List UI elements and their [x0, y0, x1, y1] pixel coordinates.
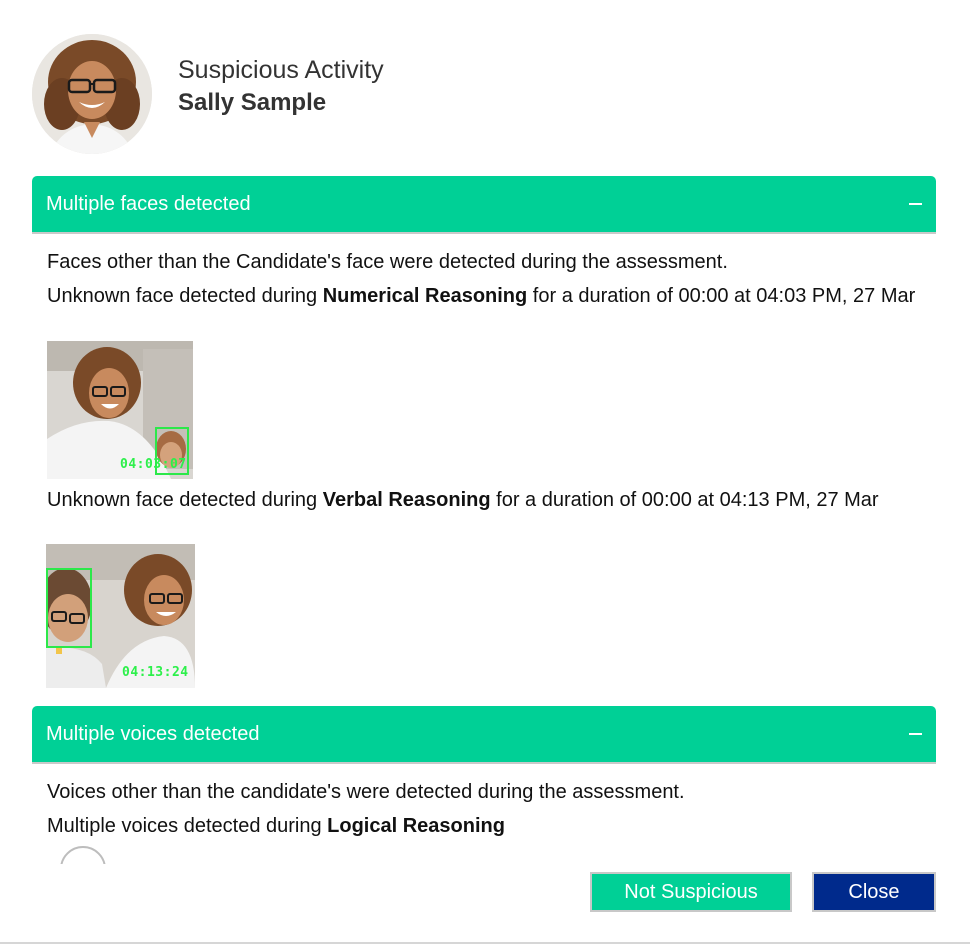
avatar-photo — [32, 34, 152, 154]
dialog-header — [32, 34, 384, 154]
faces-collapse-icon[interactable] — [904, 188, 930, 218]
voices-section-title: Multiple voices detected — [46, 723, 260, 745]
voices-section-header[interactable] — [32, 706, 936, 764]
audio-player-icon[interactable] — [60, 846, 106, 892]
voices-collapse-icon[interactable] — [904, 718, 930, 748]
face-event-2 — [47, 489, 927, 511]
faces-section-title: Multiple faces detected — [46, 193, 251, 215]
face-event-1-suffix: for a duration of 00:00 at 04:03 PM, 27 Mar — [527, 285, 916, 307]
voice-event-1 — [47, 815, 927, 837]
face-event-2-test: Verbal Reasoning — [322, 489, 491, 511]
not-suspicious-button[interactable]: Not Suspicious — [590, 872, 792, 912]
face-event-2-suffix: for a duration of 00:00 at 04:13 PM, 27 Mar — [490, 489, 879, 511]
dialog-bottom-divider — [0, 942, 970, 944]
candidate-avatar — [32, 34, 152, 154]
candidate-name: Sally Sample — [178, 89, 327, 116]
face-event-1-prefix: Unknown face detected during — [47, 285, 323, 307]
voice-event-1-prefix: Multiple voices detected during — [47, 815, 328, 837]
faces-description: Faces other than the Candidate's face were detected during the assessment. — [47, 251, 728, 273]
faces-section-header[interactable] — [32, 176, 936, 234]
face-event-1-test: Numerical Reasoning — [322, 285, 528, 307]
face-snapshot-1[interactable] — [47, 341, 193, 479]
face-event-2-prefix: Unknown face detected during — [47, 489, 323, 511]
face-snapshot-2[interactable] — [46, 544, 195, 688]
header-text — [178, 55, 384, 119]
dialog-title: Suspicious Activity — [178, 56, 384, 84]
voices-description: Voices other than the candidate's were detected during the assessment. — [47, 781, 685, 803]
face-detection-box-2 — [46, 568, 92, 648]
close-button[interactable]: Close — [812, 872, 936, 912]
snapshot-2-timestamp: 04:13:24 — [122, 665, 189, 680]
snapshot-1-timestamp: 04:03:07 — [120, 457, 187, 472]
face-event-1 — [47, 285, 927, 307]
voice-event-1-test: Logical Reasoning — [327, 815, 505, 837]
